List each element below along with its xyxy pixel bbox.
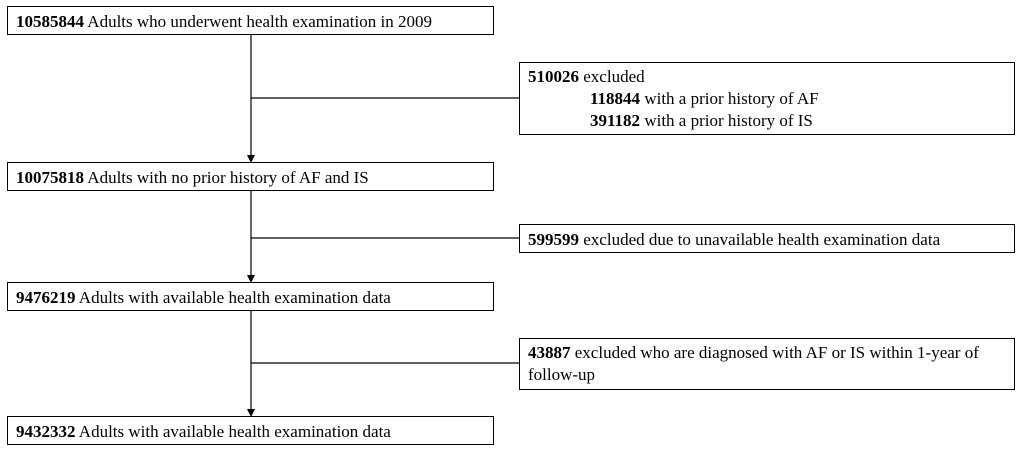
step3-label: Adults with available health examination data: [75, 288, 391, 307]
step2-label: Adults with no prior history of AF and IS: [84, 168, 369, 187]
step4-box: [7, 416, 494, 445]
exclusion1-reason: 118844 with a prior history of AF: [590, 89, 819, 108]
exclusion3-box: [519, 338, 1015, 390]
exclusion2-count: 599599: [528, 230, 579, 249]
step2-count: 10075818: [16, 168, 84, 187]
step4-count: 9432332: [16, 422, 76, 441]
exclusion3-count: 43887: [528, 343, 571, 362]
exclusion1-reason: 391182 with a prior history of IS: [590, 111, 813, 130]
step1-count: 10585844: [16, 12, 84, 31]
exclusion2-box: [519, 224, 1015, 253]
step1-box: [7, 6, 494, 35]
step4-label: Adults with available health examination data: [75, 422, 391, 441]
step3-box: [7, 282, 494, 311]
exclusion1-count: 510026: [528, 67, 579, 86]
exclusion1-box: [519, 62, 1015, 135]
step2-box: [7, 162, 494, 191]
exclusion1-label: excluded: [579, 67, 645, 86]
step1-label: Adults who underwent health examination in 2009: [84, 12, 432, 31]
exclusion3-label: excluded who are diagnosed with AF or IS within 1-year of follow-up: [528, 343, 979, 384]
exclusion2-label: excluded due to unavailable health examination data: [579, 230, 941, 249]
step3-count: 9476219: [16, 288, 76, 307]
